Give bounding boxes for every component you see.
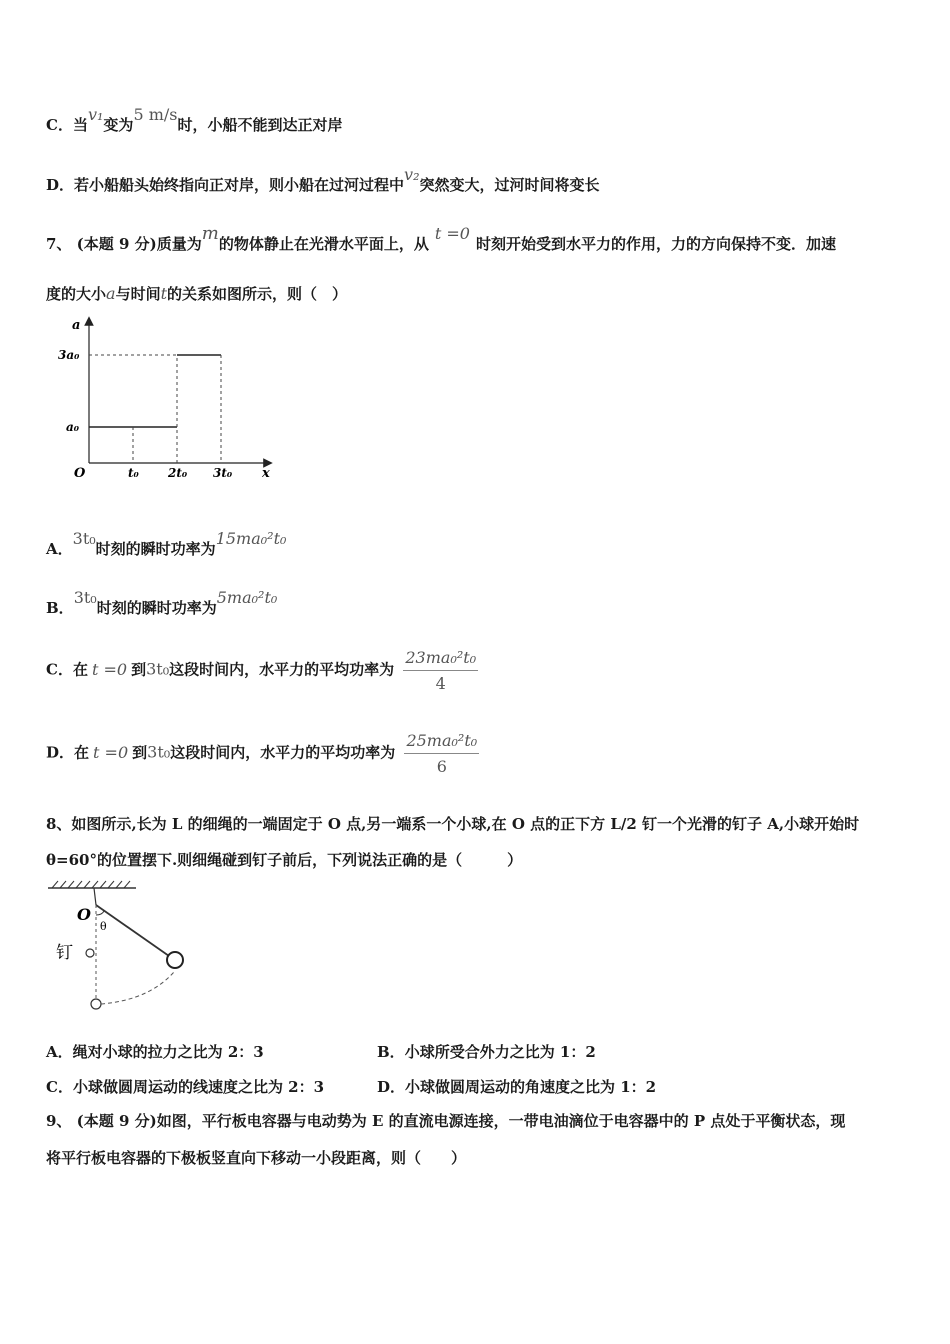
q8-option-d: D．小球做圆周运动的角速度之比为 1：2	[377, 1078, 657, 1096]
q7-option-d: D．在 t =0 到3t₀这段时间内，水平力的平均功率为 $\frac{\text{25ma₀²t₀}}{6}$	[46, 731, 478, 776]
x-tick-t0: t₀	[128, 466, 139, 480]
q7-option-c: C．在 t =0 到3t₀这段时间内，水平力的平均功率为 $\frac{\text{23ma₀²t₀}}{4}$	[46, 648, 477, 693]
q8-stem-line1: 8、如图所示,长为 L 的细绳的一端固定于 O 点,另一端系一个小球,在 O 点的正下方 L/2 钉一个光滑的钉子 A,小球开始时	[46, 815, 860, 833]
y-axis-label: a	[72, 318, 81, 333]
x-tick-3t0: 3t₀	[213, 466, 233, 480]
q8-option-c: C．小球做圆周运动的线速度之比为 2：3	[46, 1078, 325, 1096]
q8-pendulum-figure	[44, 878, 214, 1013]
q6-option-d: D．若小船船头始终指向正对岸，则小船在过河过程中v₂突然变大，过河时间将变长	[46, 165, 600, 194]
q9-stem-line2: 将平行板电容器的下极板竖直向下移动一小段距离，则（ ）	[46, 1149, 467, 1167]
y-tick-3a0: 3a₀	[58, 348, 80, 362]
q7-stem-line1: 7、 (本题 9 分)质量为m的物体静止在光滑水平面上，从t =0时刻开始受到水平力的作用，力的方向保持不变．加速	[46, 223, 836, 253]
q8-stem-line2: θ=60°的位置摆下.则细绳碰到钉子前后，下列说法正确的是（ ）	[46, 851, 523, 869]
q7-stem-line2: 度的大小a与时间t的关系如图所示，则（ ）	[46, 284, 348, 303]
q7-option-a: A．3t₀时刻的瞬时功率为15ma₀²t₀	[46, 529, 287, 558]
angle-label: θ	[100, 920, 107, 933]
y-tick-a0: a₀	[66, 420, 80, 434]
pivot-label: O	[77, 905, 91, 924]
nail-label: 钉	[56, 943, 73, 963]
q6-option-c: C．当v₁变为5 m/s时，小船不能到达正对岸	[46, 105, 343, 134]
q7-acceleration-time-graph	[50, 315, 290, 490]
x-axis-label: x	[262, 466, 270, 481]
x-tick-2t0: 2t₀	[168, 466, 188, 480]
origin-label: O	[74, 466, 86, 481]
q8-option-b: B．小球所受合外力之比为 1：2	[377, 1043, 596, 1061]
q7-option-b: B．3t₀时刻的瞬时功率为5ma₀²t₀	[46, 588, 278, 617]
q9-stem-line1: 9、 (本题 9 分)如图，平行板电容器与电动势为 E 的直流电源连接，一带电油滴位于电容器中的 P 点处于平衡状态，现	[46, 1112, 846, 1130]
q8-option-a: A．绳对小球的拉力之比为 2：3	[46, 1043, 264, 1061]
